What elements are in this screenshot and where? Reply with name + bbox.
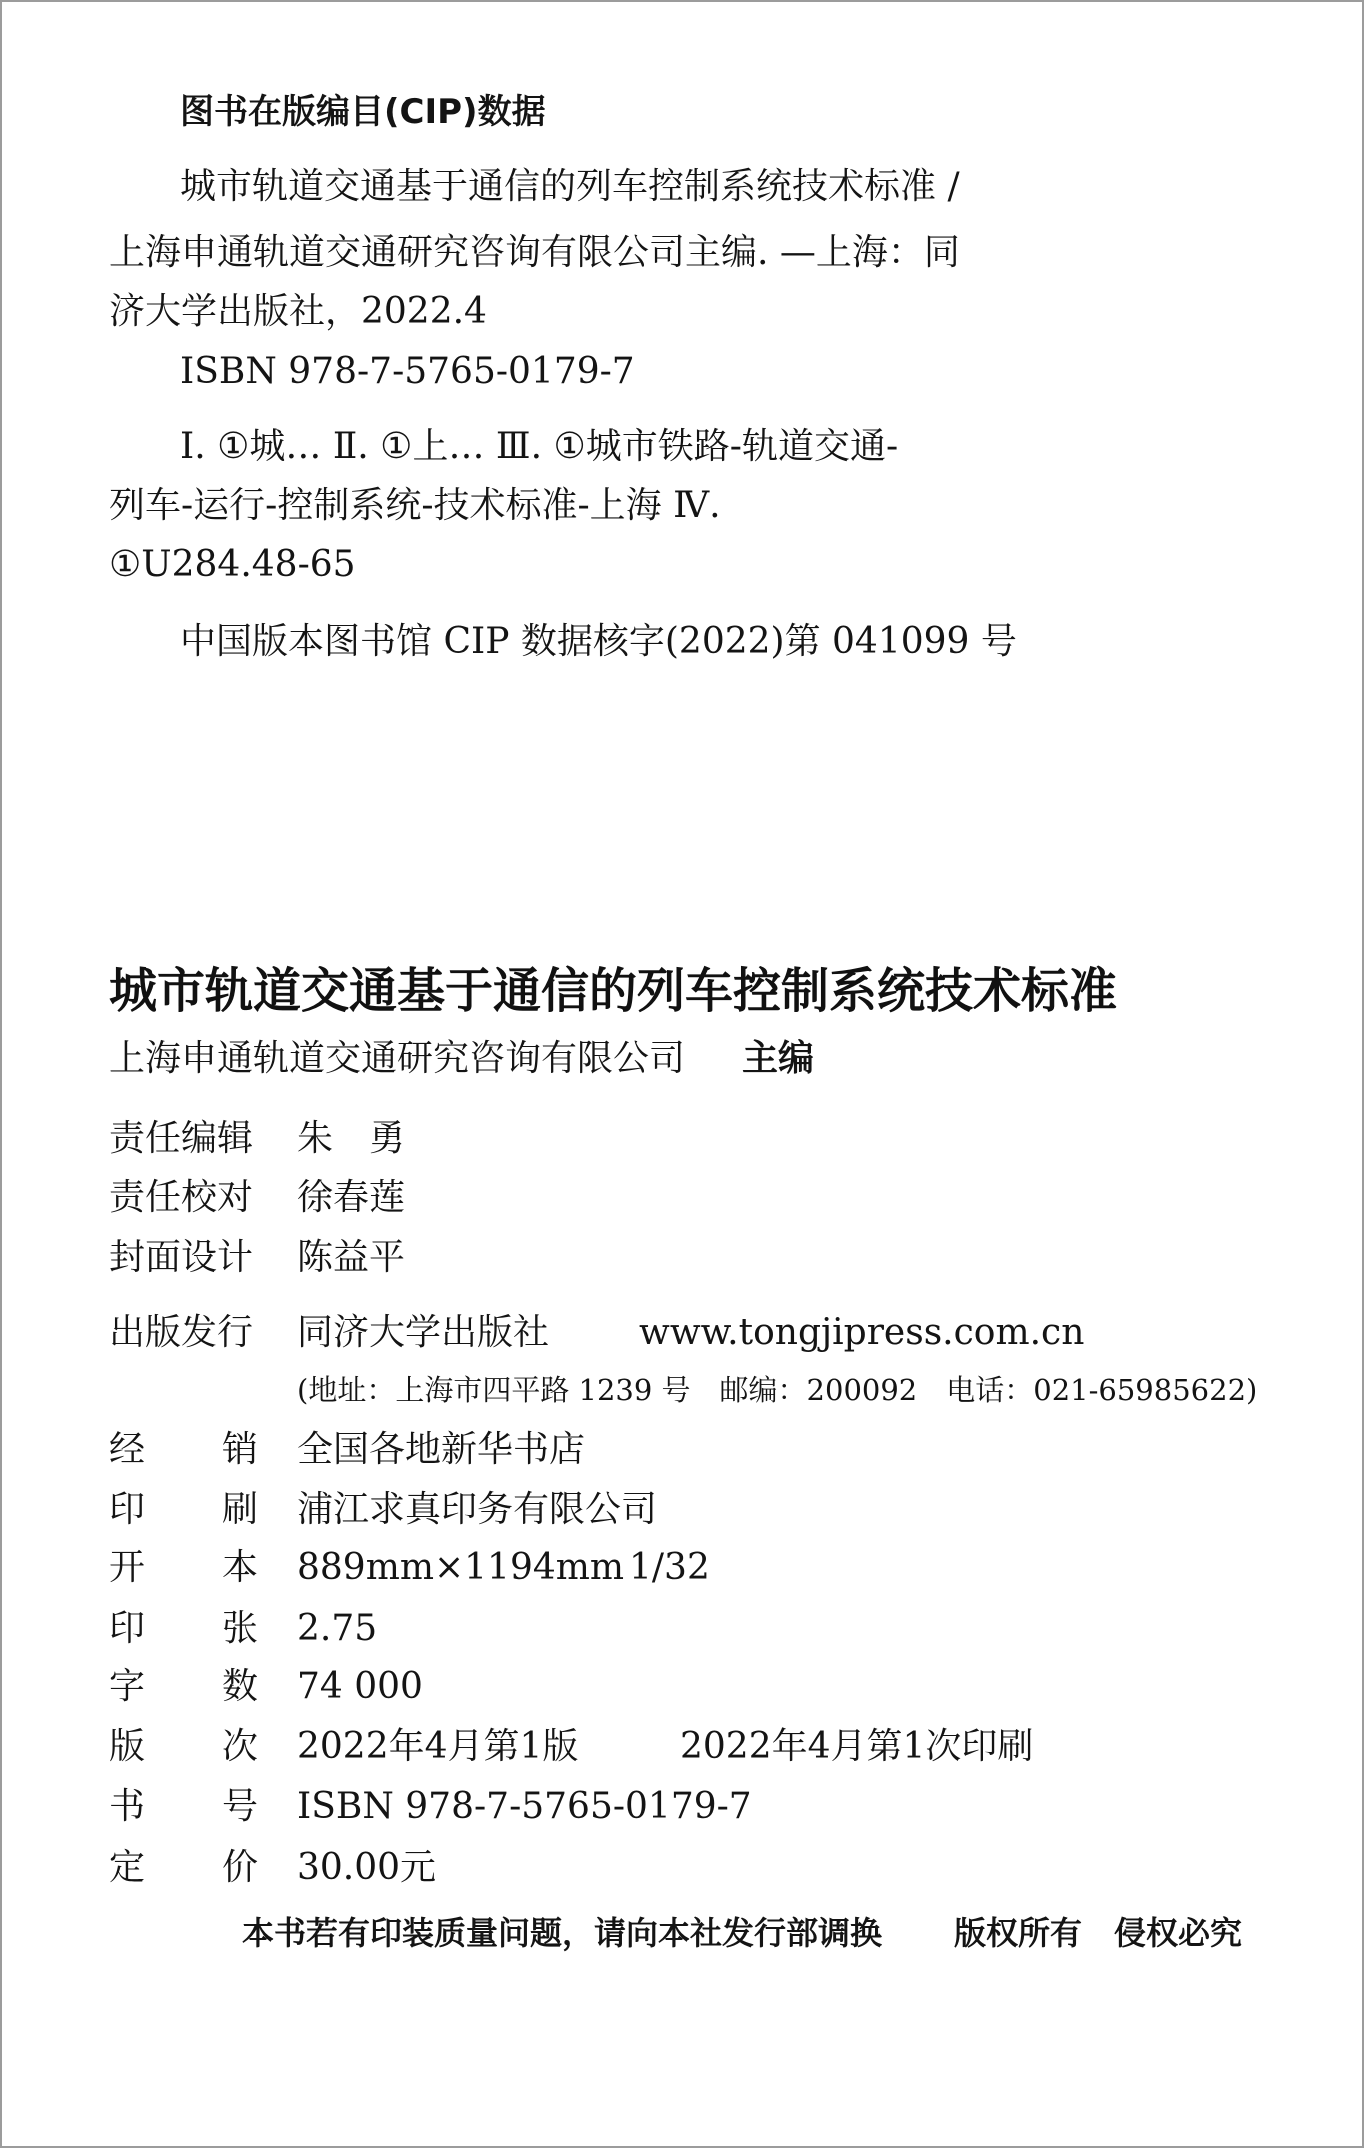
publisher-address: (地址：上海市四平路 1239 号 邮编：200092 电话：021-65985622) (297, 1373, 1258, 1407)
spec-value-format: 1/32 (629, 1547, 710, 1588)
cip-classification-line-3: ①U284.48-65 (109, 544, 356, 585)
spec-label-char: 本 (221, 1547, 258, 1588)
spec-value: 浦江求真印务有限公司 (297, 1489, 658, 1530)
spec-label-char: 数 (221, 1666, 258, 1707)
spec-label-char: 价 (221, 1847, 258, 1888)
spec-value: 全国各地新华书店 (297, 1429, 586, 1470)
spec-label-char: 开 (109, 1547, 146, 1588)
spec-label (109, 1607, 258, 1651)
publisher-name: 同济大学出版社 (297, 1312, 550, 1353)
spec-label (109, 1846, 258, 1890)
credit-value: 朱 勇 (297, 1118, 406, 1159)
spec-label (109, 1488, 258, 1532)
publisher-label: 出版发行 (109, 1312, 254, 1353)
cip-isbn: ISBN 978-7-5765-0179-7 (180, 351, 635, 392)
spec-value: 30.00元 (297, 1847, 437, 1888)
spec-label (109, 1546, 258, 1590)
spec-label-char: 印 (109, 1489, 146, 1530)
book-title: 城市轨道交通基于通信的列车控制系统技术标准 (109, 963, 1118, 1019)
spec-label-char: 书 (109, 1786, 146, 1827)
cip-editor-line: 上海申通轨道交通研究咨询有限公司主编. —上海：同 (109, 232, 960, 273)
credit-label: 封面设计 (109, 1237, 254, 1278)
cip-title-line: 城市轨道交通基于通信的列车控制系统技术标准 / (180, 166, 960, 207)
spec-label-char: 次 (221, 1726, 258, 1767)
spec-label-char: 刷 (221, 1489, 258, 1530)
credit-value: 陈益平 (297, 1237, 406, 1278)
book-author: 上海申通轨道交通研究咨询有限公司 (109, 1038, 686, 1079)
cip-publisher-line: 济大学出版社，2022.4 (109, 291, 487, 332)
spec-label-char: 号 (221, 1786, 258, 1827)
publisher-url: www.tongjipress.com.cn (639, 1312, 1085, 1353)
cip-record-number: 中国版本图书馆 CIP 数据核字(2022)第 041099 号 (180, 621, 1017, 662)
spec-label (109, 1725, 258, 1769)
spec-label (109, 1665, 258, 1709)
spec-label-char: 定 (109, 1847, 146, 1888)
quality-notice: 本书若有印装质量问题，请向本社发行部调换 (242, 1914, 883, 1952)
spec-value: 74 000 (297, 1666, 423, 1707)
cip-heading: 图书在版编目(CIP)数据 (180, 92, 546, 132)
spec-label-char: 印 (109, 1608, 146, 1649)
spec-label-char: 经 (109, 1429, 146, 1470)
cip-classification-line-2: 列车-运行-控制系统-技术标准-上海 Ⅳ. (109, 485, 721, 526)
spec-label (109, 1428, 258, 1472)
spec-value-printing: 2022年4月第1次印刷 (680, 1726, 1034, 1767)
rights-notice: 版权所有 侵权必究 (954, 1914, 1243, 1952)
credit-label: 责任校对 (109, 1177, 254, 1218)
author-role: 主编 (742, 1038, 815, 1079)
spec-label-char: 销 (221, 1429, 258, 1470)
spec-value: 2022年4月第1版 (297, 1726, 579, 1767)
spec-value: 889mm×1194mm (297, 1547, 625, 1588)
credit-value: 徐春莲 (297, 1177, 406, 1218)
spec-label-char: 张 (221, 1608, 258, 1649)
spec-label (109, 1785, 258, 1829)
spec-value: ISBN 978-7-5765-0179-7 (297, 1786, 752, 1827)
credit-label: 责任编辑 (109, 1118, 254, 1159)
spec-label-char: 版 (109, 1726, 146, 1767)
cip-classification-line-1: Ⅰ. ①城… Ⅱ. ①上… Ⅲ. ①城市铁路-轨道交通- (180, 426, 899, 467)
spec-label-char: 字 (109, 1666, 146, 1707)
spec-value: 2.75 (297, 1608, 378, 1649)
